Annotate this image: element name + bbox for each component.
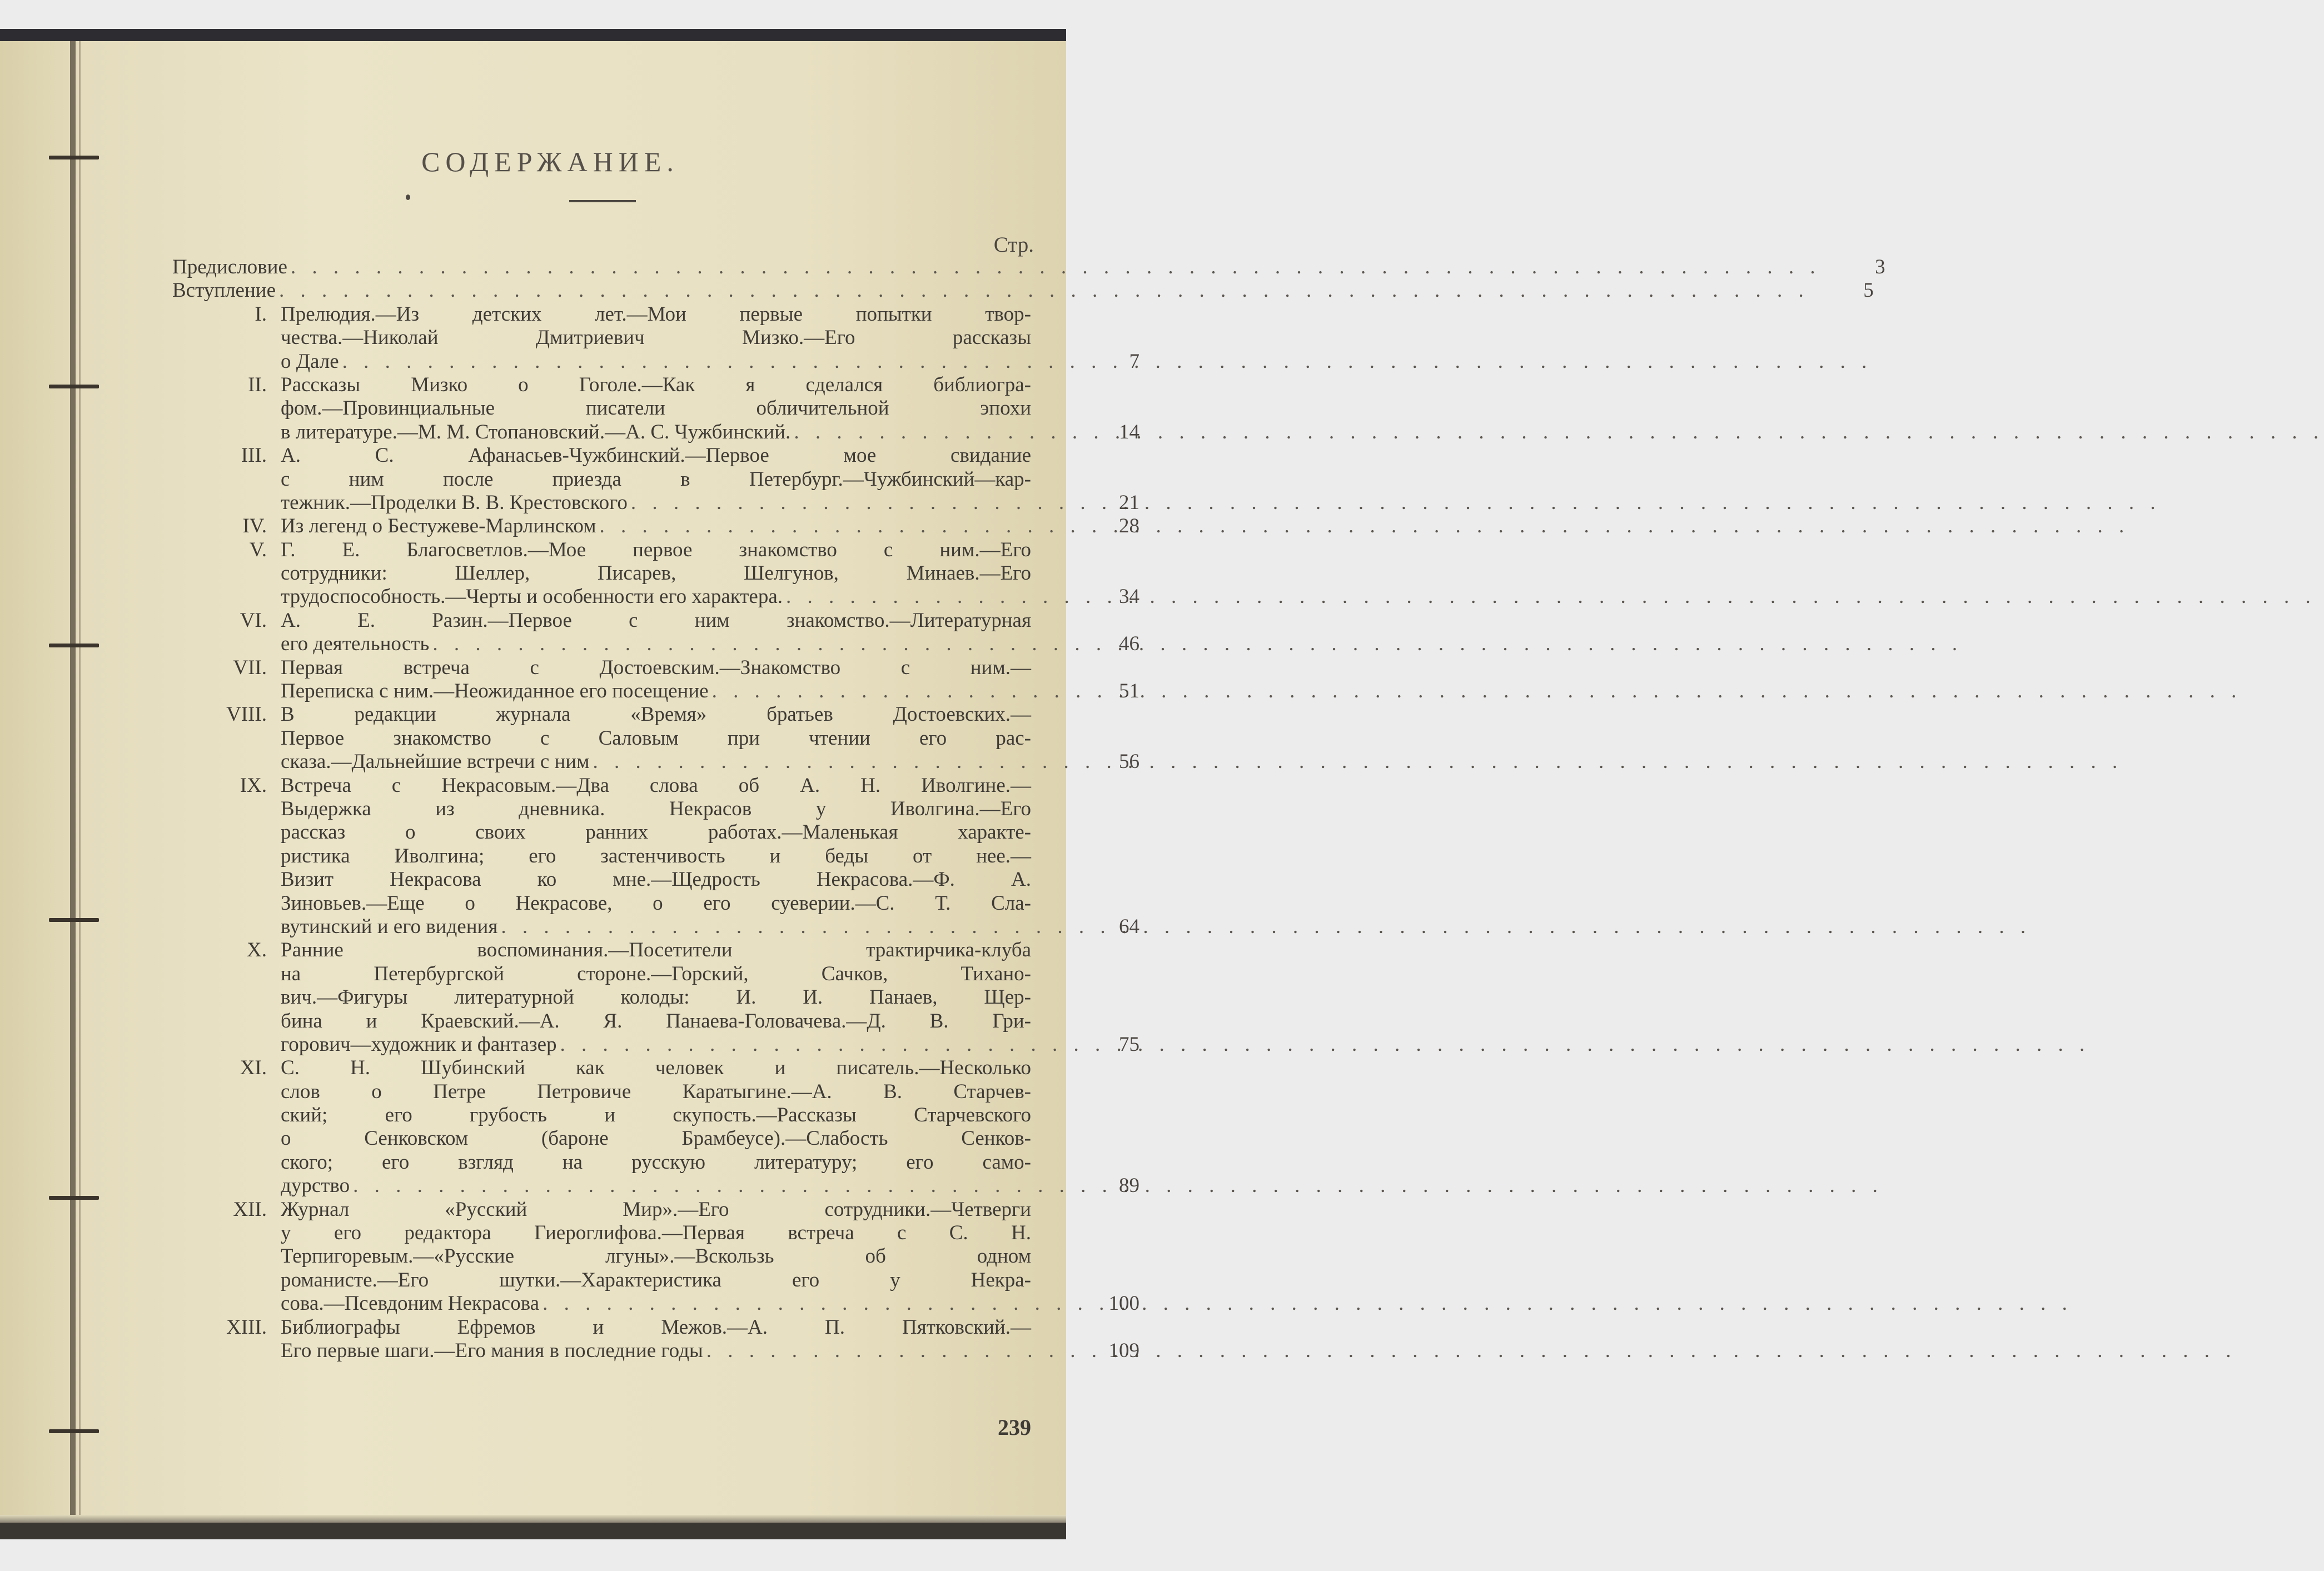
dot-leader [786,585,2316,609]
chapter-number: III. [241,444,267,467]
chapter-text [281,373,1139,444]
toc-chapter-entry [172,373,1139,444]
chapter-text-line: Библиографы Ефремов и Межов.—А. П. Пятковский.— [281,1315,1031,1339]
chapter-text-line: горович—художник и фантазер [281,1033,557,1056]
chapter-text-line: Его первые шаги.—Его мания в последние годы [281,1339,703,1362]
chapter-number: XII. [233,1198,267,1221]
chapter-text [281,609,1139,656]
table-of-contents [172,256,1885,1363]
toc-entry-label: Предисловие [172,256,287,278]
chapter-text [281,302,1139,373]
chapter-text-line: с ним после приезда в Петербург.—Чужбинский—кар- [281,467,1031,491]
chapter-text-line: А. Е. Разин.—Первое с ним знакомство.—Литературная [281,609,1031,632]
page-number: 239 [998,1415,1031,1440]
chapter-text [281,703,1139,774]
chapter-page-number: 75 [1119,1033,1139,1056]
toc-chapter-entry [172,1198,1139,1316]
chapter-text-line: вич.—Фигуры литературной колоды: И. И. Панаев, Щер- [281,986,1031,1009]
chapter-page-number: 51 [1119,680,1139,703]
dot-leader [543,1292,2073,1315]
chapter-text-line: чества.—Николай Дмитриевич Мизко.—Его рассказы [281,326,1031,350]
chapter-number: VII. [233,656,267,679]
toc-chapter-entry [172,609,1139,656]
toc-chapter-entry [172,302,1139,373]
chapter-number: IV. [242,515,267,538]
dot-leader [560,1033,2091,1056]
chapter-number: X. [247,939,267,962]
toc-chapter-entry [172,939,1139,1056]
chapter-text-line: В редакции журнала «Время» братьев Достоевских.— [281,703,1031,726]
chapter-page-number: 64 [1119,915,1139,938]
chapter-list [172,302,1139,1363]
chapter-text-line: Прелюдия.—Из детских лет.—Мои первые попытки твор- [281,302,1031,326]
chapter-page-number: 56 [1119,750,1139,774]
chapter-text-line: С. Н. Шубинский как человек и писатель.—Несколько [281,1056,1031,1080]
chapter-page-number: 89 [1119,1174,1139,1198]
dot-leader [631,491,2161,515]
dot-leader [291,256,1821,279]
chapter-number: VIII. [226,703,267,726]
chapter-text-line: о Дале [281,350,339,373]
chapter-text-line: его деятельность [281,632,430,656]
chapter-text-line: бина и Краевский.—А. Я. Панаева-Головачева.—Д. В. Гри- [281,1009,1031,1033]
chapter-text-line: ский; его грубость и скупость.—Рассказы Старчевского [281,1104,1031,1127]
chapter-text-line: рассказ о своих ранних работах.—Маленькая характе- [281,821,1031,844]
book-page-scan [0,29,1885,1539]
dot-leader [432,632,1963,656]
chapter-text [281,1198,1139,1316]
chapter-text-line: сказа.—Дальнейшие встречи с ним [281,750,590,774]
dot-leader [712,680,2242,703]
chapter-text-line: Из легенд о Бестужеве-Марлинском [281,515,596,538]
toc-chapter-entry [172,1056,1139,1198]
chapter-text-line: в литературе.—М. М. Стопановский.—А. С. Чужбинский. [281,420,791,443]
chapter-text [281,1056,1139,1198]
chapter-text-line: Выдержка из дневника. Некрасов у Иволгина.—Его [281,797,1031,820]
chapter-page-number: 7 [1129,350,1139,373]
ink-speck [406,194,410,200]
chapter-text-line: трудоспособность.—Черты и особенности его характера. [281,585,783,609]
chapter-text-line: Рассказы Мизко о Гоголе.—Как я сделался библиогра- [281,373,1031,396]
chapter-text [281,1315,1139,1363]
toc-entry-label: Вступление [172,279,276,302]
chapter-text-line: ского; его взгляд на русскую литературу; его само- [281,1150,1031,1174]
chapter-page-number: 21 [1119,491,1139,514]
chapter-text-line: фом.—Провинциальные писатели обличительной эпохи [281,397,1031,420]
chapter-text-line: ристика Иволгина; его застенчивость и беды от нее.— [281,844,1031,867]
page-title: СОДЕРЖАНИЕ. [421,146,679,177]
chapter-text-line: Первая встреча с Достоевским.—Знакомство с ним.— [281,656,1031,679]
page-column-header: Стр. [993,233,1034,257]
dot-leader [706,1339,2237,1363]
chapter-text-line: Терпигоревым.—«Русские лгуны».—Вскользь об одном [281,1245,1031,1268]
chapter-page-number: 14 [1119,420,1139,443]
chapter-text [281,444,1139,515]
chapter-number: XI. [240,1056,267,1080]
scan-bottom-edge [0,1523,1066,1539]
chapter-number: V. [249,538,267,561]
toc-chapter-entry [172,538,1139,609]
dot-leader [501,915,2031,939]
chapter-page-number: 28 [1119,515,1139,538]
dot-leader [593,750,2123,774]
chapter-text-line: вутинский и его видения [281,915,498,938]
chapter-text-line: сова.—Псевдоним Некрасова [281,1292,540,1315]
chapter-page-number: 34 [1119,585,1139,609]
title-divider [569,200,636,202]
chapter-number: VI. [240,609,267,632]
dot-leader [794,421,2324,444]
chapter-text-line: Переписка с ним.—Неожиданное его посещение [281,680,709,703]
chapter-text [281,774,1139,939]
chapter-number: XIII. [226,1315,267,1339]
dot-leader [279,279,1809,302]
chapter-number: I. [255,302,267,326]
chapter-text-line: дурство [281,1174,350,1198]
chapter-text-line: Зиновьев.—Еще о Некрасове, о его суеверии.—С. Т. Сла- [281,891,1031,915]
toc-chapter-entry [172,774,1139,939]
chapter-text [281,939,1139,1056]
chapter-text-line: Визит Некрасова ко мне.—Щедрость Некрасова.—Ф. А. [281,868,1031,891]
chapter-text-line: тежник.—Проделки В. В. Крестовского [281,491,628,514]
chapter-text-line: о Сенковском (бароне Брамбеусе).—Слабость Сенков- [281,1127,1031,1150]
chapter-text-line: на Петербургской стороне.—Горский, Сачков, Тихано- [281,962,1031,985]
chapter-text-line: Ранние воспоминания.—Посетители трактирчика-клуба [281,939,1031,962]
toc-entry-introduction [172,279,1874,302]
toc-entry-preface [172,256,1885,279]
chapter-text [281,538,1139,609]
document-page [0,29,1885,1539]
chapter-page-number: 46 [1119,632,1139,656]
chapter-text-line: Журнал «Русский Мир».—Его сотрудники.—Четверги [281,1198,1031,1221]
toc-chapter-entry [172,703,1139,774]
dot-leader [600,515,2130,538]
chapter-text-line: Первое знакомство с Саловым при чтении его рас- [281,726,1031,750]
chapter-text-line: А. С. Афанасьев-Чужбинский.—Первое мое свидание [281,444,1031,467]
chapter-text [281,656,1139,704]
chapter-text [281,515,1139,538]
chapter-text-line: у его редактора Гиероглифова.—Первая встреча с С. Н. [281,1221,1031,1245]
chapter-text-line: слов о Петре Петровиче Каратыгине.—А. В. Старчев- [281,1080,1031,1103]
toc-entry-page: 5 [1863,279,1874,302]
chapter-text-line: Встреча с Некрасовым.—Два слова об А. Н. Иволгине.— [281,774,1031,797]
toc-chapter-entry [172,656,1139,704]
chapter-text-line: Г. Е. Благосветлов.—Мое первое знакомство с ним.—Его [281,538,1031,561]
chapter-text-line: сотрудники: Шеллер, Писарев, Шелгунов, Минаев.—Его [281,562,1031,585]
chapter-text-line: романисте.—Его шутки.—Характеристика его у Некра- [281,1268,1031,1291]
chapter-page-number: 109 [1108,1339,1139,1362]
chapter-page-number: 100 [1108,1292,1139,1315]
toc-entry-page: 3 [1875,256,1885,278]
toc-chapter-entry [172,1315,1139,1363]
toc-chapter-entry [172,444,1139,515]
toc-chapter-entry [172,515,1139,538]
chapter-number: II. [248,373,267,396]
chapter-number: IX. [240,774,267,797]
